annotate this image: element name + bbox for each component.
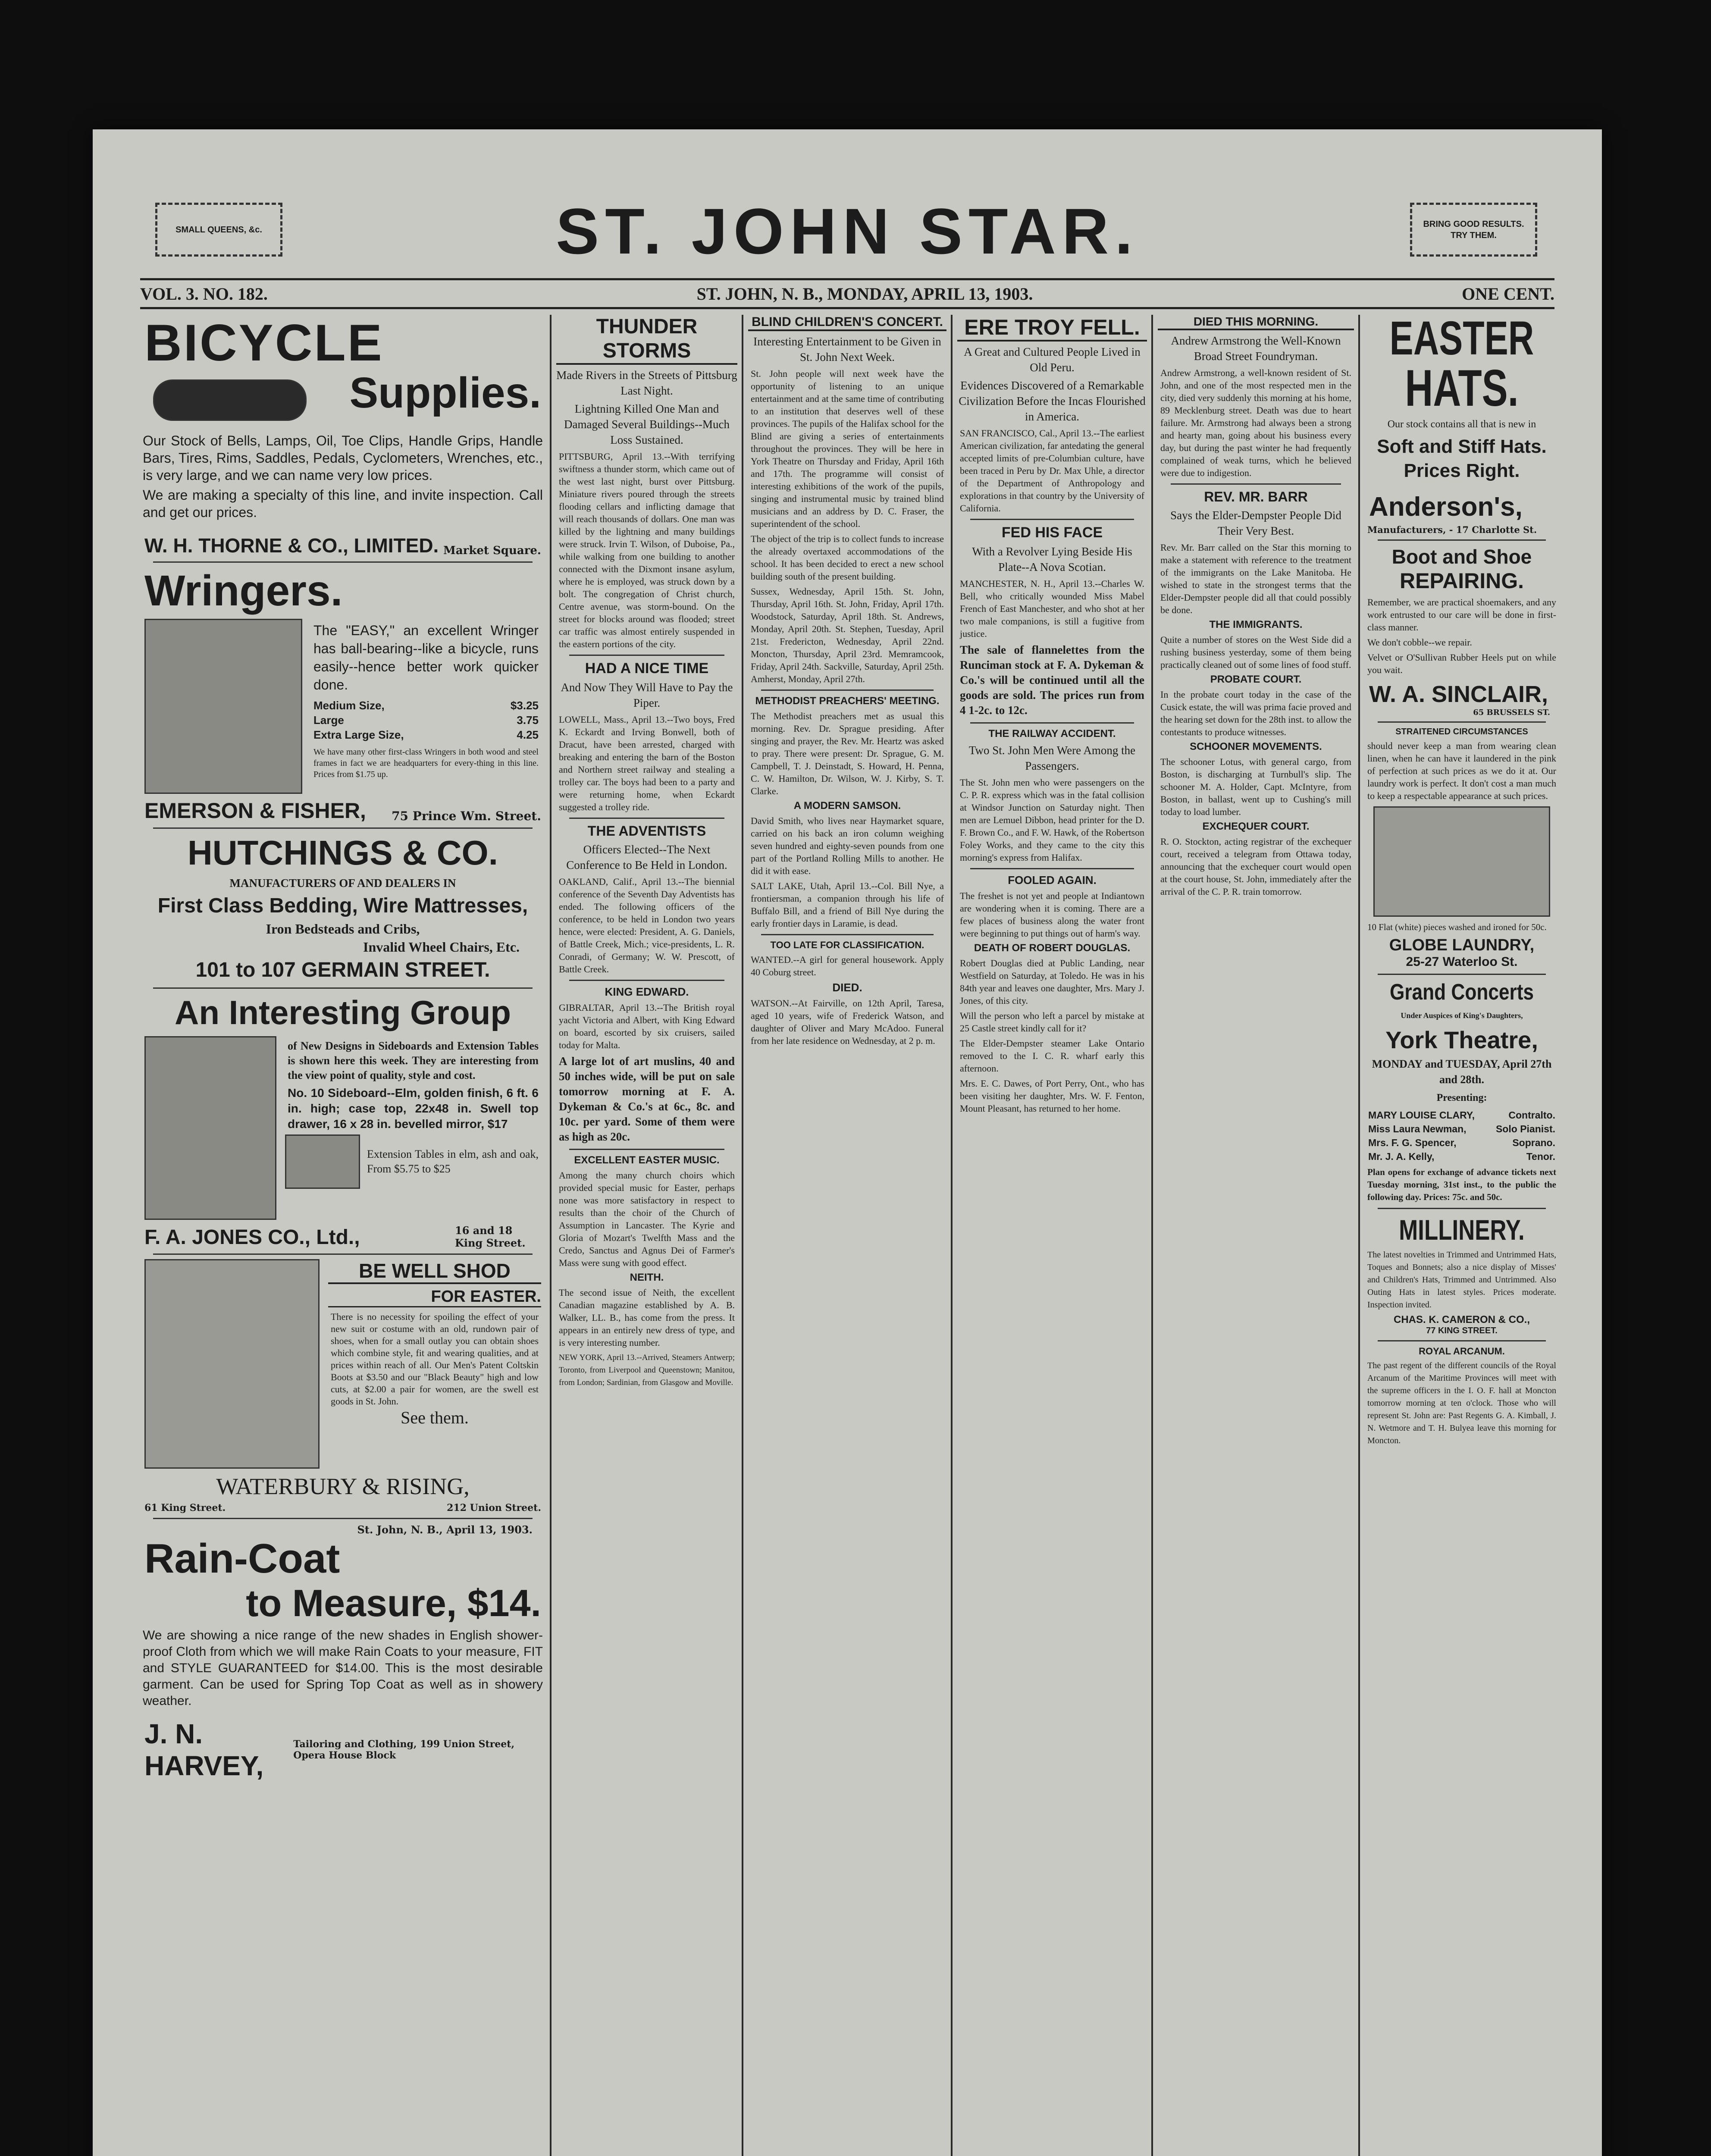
nice-time-headline: HAD A NICE TIME [585, 660, 709, 677]
exchequer-headline: EXCHEQUER COURT. [1202, 821, 1310, 832]
news-column-5 [1158, 315, 1354, 2156]
divider [1378, 721, 1546, 723]
newspaper-page [93, 129, 1602, 2156]
well-shod-title: BE WELL SHOD [328, 1259, 541, 1284]
blind-concert-headline: BLIND CHILDREN'S CONCERT. [748, 315, 946, 331]
boot-shoe-title: Boot and Shoe [1391, 545, 1532, 568]
hutchings-sub: MANUFACTURERS OF AND DEALERS IN [229, 877, 456, 890]
divider [1378, 974, 1546, 975]
globe-laundry-name: GLOBE LAUNDRY, [1389, 936, 1535, 954]
hutchings-invalid: Invalid Wheel Chairs, Etc. [363, 939, 520, 955]
divider [569, 818, 724, 819]
divider [1378, 1208, 1546, 1209]
railway-body: The St. John men who were passengers on the C. P. R. express which was in the fatal collision at Windsor Junction on Saturday night. Then men are Lemuel Dibbon, head printer for the D. F. Brown Co., and F. W. Hawk, of the Robertson Foley Works, and they came to the city this morning's express from Halifax. [960, 777, 1144, 863]
divider [153, 1253, 533, 1255]
died-headline: DIED. [832, 981, 862, 994]
wringers-title: Wringers. [144, 567, 343, 615]
lake-ontario-note: The Elder-Dempster steamer Lake Ontario removed to the I. C. R. wharf early this afternoon. [960, 1038, 1144, 1074]
fed-face-headline: FED HIS FACE [1001, 524, 1103, 541]
couple-illustration [144, 1259, 320, 1469]
sinclair-name: W. A. SINCLAIR, [1369, 681, 1548, 707]
divider [153, 1518, 533, 1519]
divider [569, 980, 724, 981]
nice-time-sub: And Now They Will Have to Pay the Piper. [561, 681, 733, 709]
died-body: WATSON.--At Fairville, on 12th April, Taresa, aged 10 years, wife of Frederick Watson, and daughter of Oliver and Mary McAdoo. Funeral from her late residence on Wednesday, at 2 p. m. [751, 998, 944, 1046]
column-rule [1151, 315, 1153, 2156]
repairing-title: REPAIRING. [1400, 569, 1524, 593]
hutchings-name: HUTCHINGS & CO. [188, 834, 498, 872]
fed-face-sub: With a Revolver Lying Beside His Plate--A Nova Scotian. [972, 545, 1132, 573]
cameron-address: 77 KING STREET. [1426, 1326, 1498, 1335]
right-ear-line-1: BRING GOOD RESULTS. [1423, 219, 1524, 229]
barr-body: Rev. Mr. Barr called on the Star this morning to make a statement with reference to the treatment of the immigrants on the Lake Manitoba. He wished to state in the strongest terms that the Elder-Dempster people did all that could possibly be done. [1160, 542, 1351, 615]
advert-column-right [1365, 315, 1559, 2156]
divider [569, 1149, 724, 1150]
york-dates: MONDAY and TUESDAY, April 27th and 28th. [1372, 1058, 1552, 1086]
blind-concert-sub: Interesting Entertainment to be Given in St. John Next Week. [753, 335, 941, 364]
column-rule [951, 315, 953, 2156]
wringers-text: The "EASY," an excellent Wringer has ball-bearing--like a bicycle, runs easily--hence better work quicker done. [313, 623, 539, 693]
classification-headline: TOO LATE FOR CLASSIFICATION. [770, 940, 924, 950]
wringer-illustration [144, 619, 302, 794]
sinclair-address: 65 BRUSSELS ST. [1473, 708, 1550, 717]
jones-address: 16 and 18 King Street. [455, 1224, 526, 1249]
hutchings-iron: Iron Bedsteads and Cribs, [266, 921, 420, 937]
price: ONE CENT. [1462, 284, 1554, 304]
left-ear-text: SMALL QUEENS, &c. [175, 225, 262, 235]
millinery-title: MILLINERY. [1399, 1214, 1525, 1246]
concerts-sub: Under Auspices of King's Daughters, [1401, 1011, 1523, 1020]
dawes-note: Mrs. E. C. Dawes, of Port Perry, Ont., who has been visiting her daughter, Mrs. W. F. Fenton, Mount Pleasant, has returned to her home. [960, 1078, 1144, 1114]
volume-number: VOL. 3. NO. 182. [140, 284, 268, 304]
barr-headline: REV. MR. BARR [1204, 489, 1308, 505]
cameron-name: CHAS. K. CAMERON & CO., [1393, 1314, 1530, 1326]
wringer-price-list [313, 698, 539, 742]
laundry-illustration [1373, 806, 1550, 917]
column-rule [742, 315, 743, 2156]
bicycle-ad-header [140, 315, 545, 429]
price-row: Medium Size, $3.25 [313, 699, 539, 712]
divider [970, 868, 1134, 869]
wringers-note: We have many other first-class Wringers in both wood and steel frames in fact we are headquarters for every-thing in this line. Prices from $1.75 up. [313, 747, 539, 779]
presenting: Presenting: [1436, 1092, 1487, 1103]
nice-time-body: LOWELL, Mass., April 13.--Two boys, Fred K. Eckardt and Irving Bonwell, both of Dracut, have been arrested, charged with breaking and entering the barn of the Boston and Northern street railway and stealing a trolley car. The boys had been to a party and were returning home, when Eckardt suggested a trolley ride. [559, 714, 735, 812]
troy-headline: ERE TROY FELL. [957, 315, 1147, 342]
easter-music-body: Among the many church choirs which provided special music for Easter, perhaps none was more satisfactory in respect to results than the choir of the Church of Assumption in Lancaster. The Kyrie and Gloria of Mozart's Twelfth Mass and the Credo, Sanctus and Agnus Dei of Farmer's Mass were sung with good effect. [559, 1170, 735, 1268]
column-rule [550, 315, 552, 2156]
bicycle-supplies: Supplies. [349, 369, 541, 417]
thorne-address: Market Square. [443, 544, 541, 557]
grand-concerts-title: Grand Concerts [1389, 980, 1534, 1005]
neith-headline: NEITH. [630, 1272, 664, 1283]
prices-right: Prices Right. [1404, 460, 1520, 481]
samson-headline: A MODERN SAMSON. [793, 800, 901, 812]
adventists-body: OAKLAND, Calif., April 13.--The biennial conference of the Seventh Day Adventists has ended. The following officers of the conference, to be held in London two years hence, were elected: President, A. G. Daniels, of Battle Creek, Mich.; vice-presidents, L. R. Conradi, of Germany; W. W. Prescott, of Battle Creek. [559, 876, 735, 975]
divider [153, 987, 533, 989]
hutchings-address: 101 to 107 GERMAIN STREET. [195, 959, 490, 981]
price-row: Large 3.75 [313, 714, 539, 727]
performer-row: MARY LOUISE CLARY, Contralto. [1368, 1109, 1555, 1121]
waterbury-name: WATERBURY & RISING, [216, 1473, 470, 1499]
died-morning-body: Andrew Armstrong, a well-known resident of St. John, and one of the most respected men in the city, died very suddenly this morning at his home, 89 Mecklenburg street. Death was due to heart failure. Mr. Armstrong had always been a strong and hearty man, going about his business every day, but during the past winter he had frequently complained of weak turns, which he believed were due to indigestion. [1160, 367, 1351, 478]
blind-concert-body: St. John people will next week have the opportunity of listening to an unique entertainment and at the same time of contributing to an institution that deserves well of these provinces. The pupils of the Halifax school for the Blind are giving a series of entertainments throughout the provinces. They will be here in York Theatre on Thursday and Friday, April 16th and 17th. The programme will consist of interesting exhibitions of the work of the pupils, singing and instrumental music by trained blind musicians and an address by D. C. Fraser, the superintendent of the school. [751, 368, 944, 529]
well-shod-text: There is no necessity for spoiling the effect of your new suit or costume with an old, rundown pair of shoes, when for a small outlay you can obtain shoes which combine style, fit and wearing qualities, and at prices within reach of all. Our Men's Patent Coltskin Boots at $3.50 and our "Black Beauty" high and low cuts, at $2.00 a pair for women, are the swell est goods in St. John. [331, 1311, 539, 1407]
methodist-body: The Methodist preachers met as usual this morning. Rev. Dr. Sprague presiding. After singing and prayer, the Rev. Mr. Heartz was asked to pray. There were present: Dr. Sprague, G. M. Campbell, T. J. Deinstadt, S. Howard, H. Penna, C. W. Hamilton, Dr. Wilson, W. J. Kirby, S. T. Clarke. [751, 711, 944, 796]
sideboard-text: No. 10 Sideboard--Elm, golden finish, 6 ft. 6 in. high; case top, 22x48 in. Swell top drawer, 16 x 28 in. bevelled mirror, $17 [288, 1086, 539, 1131]
right-ear-line-2: TRY THEM. [1451, 230, 1497, 240]
performer-list [1368, 1108, 1555, 1163]
performer-row: Mrs. F. G. Spencer, Soprano. [1368, 1137, 1555, 1148]
fooled-headline: FOOLED AGAIN. [1008, 874, 1097, 887]
thunder-storms-headline: THUNDER STORMS [556, 315, 737, 365]
flannelette-ad: The sale of flannelettes from the Runciman stock at F. A. Dykeman & Co.'s will be continued until all the goods are sold. The prices run from 4 1-2c. to 12c. [960, 643, 1144, 717]
arcanum-headline: ROYAL ARCANUM. [1419, 1346, 1505, 1357]
exchequer-body: R. O. Stockton, acting registrar of the exchequer court, received a telegram from Ottawa today, announcing that the exchequer court would open at the court house, St. John, immediately after the arrival of the C. P. R. train tomorrow. [1160, 836, 1351, 897]
york-theatre: York Theatre, [1385, 1026, 1538, 1053]
immigrants-body: Quite a number of stores on the West Side did a rushing business yesterday, some of them being practically cleaned out of some lines of food stuff. [1160, 634, 1351, 670]
divider [153, 827, 533, 829]
parcel-notice: Will the person who left a parcel by mistake at 25 Castle street kindly call for it? [960, 1010, 1144, 1034]
thunder-storms-sub-2: Lightning Killed One Man and Damaged Several Buildings--Much Loss Sustained. [564, 402, 730, 446]
sideboard-illustration [144, 1036, 276, 1220]
douglas-body: Robert Douglas died at Public Landing, near Westfield on Saturday, at Toledo. He was in his 84th year and leaves one daughter, Mrs. Mary J. Jones, of this city. [960, 958, 1144, 1006]
divider [569, 655, 724, 656]
hats-title: HATS. [1405, 359, 1519, 417]
divider [1378, 539, 1546, 541]
divider [970, 519, 1134, 520]
easter-music-headline: EXCELLENT EASTER MUSIC. [574, 1154, 720, 1166]
railway-headline: THE RAILWAY ACCIDENT. [988, 728, 1116, 740]
dateline-bar [140, 278, 1554, 309]
art-muslin-ad: A large lot of art muslins, 40 and 50 inches wide, will be put on sale tomorrow morning at F. A. Dykeman & Co.'s at 6c., 8c. and 10c. per yard. Some of them were as high as 20c. [559, 1055, 735, 1143]
easter-stock-text: Our stock contains all that is new in [1387, 419, 1536, 430]
performer-row: Miss Laura Newman, Solo Pianist. [1368, 1123, 1555, 1134]
railway-sub: Two St. John Men Were Among the Passengers. [968, 744, 1136, 772]
divider [970, 722, 1134, 724]
died-morning-sub: Andrew Armstrong the Well-Known Broad Street Foundryman. [1171, 334, 1341, 363]
died-morning-headline: DIED THIS MORNING. [1158, 315, 1354, 330]
probate-headline: PROBATE COURT. [1210, 674, 1302, 685]
king-edward-headline: KING EDWARD. [605, 985, 689, 998]
methodist-headline: METHODIST PREACHERS' MEETING. [755, 695, 940, 707]
probate-body: In the probate court today in the case of the Cusick estate, the will was prima facie proved and the hearing set down for the 28th inst. to allow the contestants to produce witnesses. [1160, 689, 1351, 737]
news-column-2 [556, 315, 737, 2156]
table-illustration [285, 1134, 360, 1189]
adventists-headline: THE ADVENTISTS [587, 823, 706, 839]
troy-sub-2: Evidences Discovered of a Remarkable Civilization Before the Incas Flourished in America. [959, 379, 1146, 423]
andersons-name: Anderson's, [1369, 492, 1523, 522]
immigrants-headline: THE IMMIGRANTS. [1209, 619, 1303, 630]
arcanum-text: The past regent of the different councils of the Royal Arcanum of the Maritime Provinces will meet with the supreme officers in the I. O. F. hall at Moncton tomorrow morning at ten o'clock. Those who will represent St. John are: Past Regents G. A. Kimball, J. N. Wetmore and T. H. Bulyea leave this morning for Moncton. [1367, 1361, 1556, 1445]
we-dont-cobble: We don't cobble--we repair. [1367, 637, 1472, 648]
advert-column-left [140, 315, 545, 2156]
raincoat-title: Rain-Coat [144, 1536, 340, 1582]
fooled-body: The freshet is not yet and people at Indiantown are wondering when it is coming. There are a few places of business along the water front were beginning to put things out of harm's way. [960, 890, 1144, 939]
repair-text: Remember, we are practical shoemakers, and any work entrusted to our care will be done in first-class manner. [1367, 597, 1556, 633]
bicycle-title: BICYCLE [144, 315, 384, 372]
price-row: Extra Large Size, 4.25 [313, 728, 539, 741]
harvey-sub: Tailoring and Clothing, 199 Union Street, Opera House Block [293, 1739, 515, 1761]
emerson-address: 75 Prince Wm. Street. [392, 809, 541, 823]
blind-concert-body-2: The object of the trip is to collect funds to increase the already overtaxed accommodations of the school. It has been decided to erect a new school building south of the present building. [751, 533, 944, 582]
thunder-storms-sub: Made Rivers in the Streets of Pittsburg Last Night. [556, 369, 737, 397]
straitened-title: STRAITENED CIRCUMSTANCES [1395, 727, 1528, 736]
andersons-sub: Manufacturers, - 17 Charlotte St. [1367, 524, 1537, 535]
masthead-title: ST. JOHN STAR. [556, 195, 1139, 267]
troy-sub: A Great and Cultured People Lived in Old Peru. [964, 345, 1141, 374]
column-rule [1358, 315, 1360, 2156]
divider [761, 689, 934, 691]
blind-concert-itinerary: Sussex, Wednesday, April 15th. St. John, Thursday, April 16th. St. John, Friday, April 17th. Woodstock, Saturday, April 18th. St. Andrews, Monday, April 20th. St. Stephen, Tuesday, April 21st. Fredericton, Wednesday, April 22nd. Moncton, Thursday, April 23rd. Memramcook, Friday, April 24th. Sackville, Saturday, April 25th. Amherst, Monday, April 27th. [751, 586, 944, 684]
divider [1171, 483, 1341, 485]
thunder-storms-body: PITTSBURG, April 13.--With terrifying swiftness a thunder storm, which came out of the west last night, burst over Pittsburg. Miniature rivers poured through the streets flooding cellars and inflicting damage that will reach thousands of dollars. One man was killed by the lightning and many buildings were struck. Irvin T. Wilson, of Duboise, Pa., while walking from one building to another connected with the Dixmont insane asylum, where he is employed, was struck down by a bolt. The congregation of Christ church, Centre avenue, was storm-bound. On the street for blocks around was flooded; street car traffic was almost entirely suspended in the eastern portions of the city. [559, 451, 735, 649]
interesting-group-title: An Interesting Group [175, 993, 511, 1031]
divider [1378, 1340, 1546, 1341]
harvey-name: J. N. HARVEY, [144, 1718, 264, 1781]
waterbury-address-2: 212 Union Street. [447, 1502, 541, 1514]
king-edward-body: GIBRALTAR, April 13.--The British royal yacht Victoria and Albert, with King Edward on board, escorted by six cruisers, sailed today for Malta. [559, 1002, 735, 1050]
for-easter: FOR EASTER. [328, 1288, 541, 1307]
troy-body: SAN FRANCISCO, Cal., April 13.--The earliest American civilization, far antedating the general accepted limits of pre-Columbian culture, have been traced in Peru by Dr. Max Uhle, a director of the Department of Anthropology and explorations in that country by the University of California. [960, 428, 1144, 514]
neith-body: The second issue of Neith, the excellent Canadian magazine established by A. B. Walker, LL. B., has come from the press. It appears in an entirely new dress of type, and is very interesting number. [559, 1287, 735, 1348]
concert-tickets: Plan opens for exchange of advance tickets next Tuesday morning, 31st inst., to the public the following day. Prices: 75c. and 50c. [1367, 1167, 1556, 1202]
performer-row: Mr. J. A. Kelly, Tenor. [1368, 1151, 1555, 1162]
waterbury-address-1: 61 King Street. [144, 1502, 226, 1514]
salt-lake-body: SALT LAKE, Utah, April 13.--Col. Bill Nye, a frontiersman, a companion through his life of Buffalo Bill, and a friend of Bill Nye during the early frontier days in Laramie, is dead. [751, 881, 944, 929]
bicycle-stock-text: Our Stock of Bells, Lamps, Oil, Toe Clips, Handle Grips, Handle Bars, Tires, Rims, Saddles, Pedals, Cyclometers, Wrenches, etc., is very large, and we can name very low prices. [143, 433, 543, 483]
raincoat-text: We are showing a nice range of the new shades in English shower-proof Cloth from which we will make Rain Coats to your measure, FIT and STYLE GUARANTEED for $14.00. This is the most desirable garment. Can be used for Spring Top Coat as well as in showery weather. [143, 1628, 543, 1708]
bicycle-specialty-text: We are making a specialty of this line, and invite inspection. Call and get our prices. [143, 487, 543, 520]
see-them: See them. [401, 1408, 469, 1427]
velvet-heels: Velvet or O'Sullivan Rubber Heels put on while you wait. [1367, 652, 1556, 675]
soft-stiff-hats: Soft and Stiff Hats. [1377, 436, 1547, 457]
shipping-note: NEW YORK, April 13.--Arrived, Steamers Antwerp; Toronto, from Liverpool and Queenstown; Manitou, from London; Sardinian, from Glasgow and Moville. [559, 1353, 735, 1387]
easter-title: EASTER [1389, 315, 1534, 365]
tables-text: Extension Tables in elm, ash and oak, From $5.75 to $25 [367, 1148, 539, 1175]
hutchings-bedding: First Class Bedding, Wire Mattresses, [157, 894, 528, 917]
tire-illustration [153, 379, 307, 421]
divider [761, 934, 934, 935]
adventists-sub: Officers Elected--The Next Conference to Be Held in London. [566, 843, 727, 871]
fed-face-body: MANCHESTER, N. H., April 13.--Charles W. Bell, who critically wounded Miss Mabel French of East Manchester, and who shot at her two male companions, is still a fugitive from justice. [960, 578, 1144, 639]
thorne-name: W. H. THORNE & CO., LIMITED. [144, 534, 439, 557]
group-text: of New Designs in Sideboards and Extension Tables is shown here this week. They are interesting from the view point of quality, style and cost. [288, 1040, 539, 1081]
samson-body: David Smith, who lives near Haymarket square, carried on his back an iron column weighing seven hundred and eighty-seven pounds from one part of the Portland Rolling Mills to another. He did it with ease. [751, 815, 944, 876]
raincoat-price: to Measure, $14. [246, 1582, 541, 1624]
emerson-name: EMERSON & FISHER, [144, 799, 366, 823]
schooner-headline: SCHOONER MOVEMENTS. [1190, 741, 1322, 752]
barr-sub: Says the Elder-Dempster People Did Their Very Best. [1170, 509, 1341, 537]
raincoat-date: St. John, N. B., April 13, 1903. [357, 1523, 533, 1536]
douglas-headline: DEATH OF ROBERT DOUGLAS. [974, 942, 1131, 954]
globe-laundry-address: 25-27 Waterloo St. [1406, 955, 1518, 969]
millinery-text: The latest novelties in Trimmed and Untrimmed Hats, Toques and Bonnets; also a nice display of Misses' and Children's Hats, Trimmed and Untrimmed. Also Outing Hats in latest styles. Prices moderate. Inspection invited. [1367, 1250, 1556, 1310]
straitened-text: should never keep a man from wearing clean linen, when he can have it laundered in the pink of perfection at such prices as we do it at. Our laundry work is perfect. It don't cost a man much to keep a respectable appearance at such prices. [1367, 740, 1556, 801]
schooner-body: The schooner Lotus, with general cargo, from Boston, is discharging at Turnbull's slip. The schooner M. A. Holder, Capt. McIntyre, from Boston, in ballast, went up to Cushing's mill today to load lumber. [1160, 756, 1351, 817]
divider [153, 561, 533, 563]
jones-name: F. A. JONES CO., Ltd., [144, 1226, 360, 1249]
shirts-price: 10 Flat (white) pieces washed and ironed for 50c. [1367, 922, 1547, 932]
place-date: ST. JOHN, N. B., MONDAY, APRIL 13, 1903. [696, 284, 1033, 304]
classification-body: WANTED.--A girl for general housework. Apply 40 Coburg street. [751, 954, 944, 978]
news-column-4 [957, 315, 1147, 2156]
news-column-3 [748, 315, 946, 2156]
